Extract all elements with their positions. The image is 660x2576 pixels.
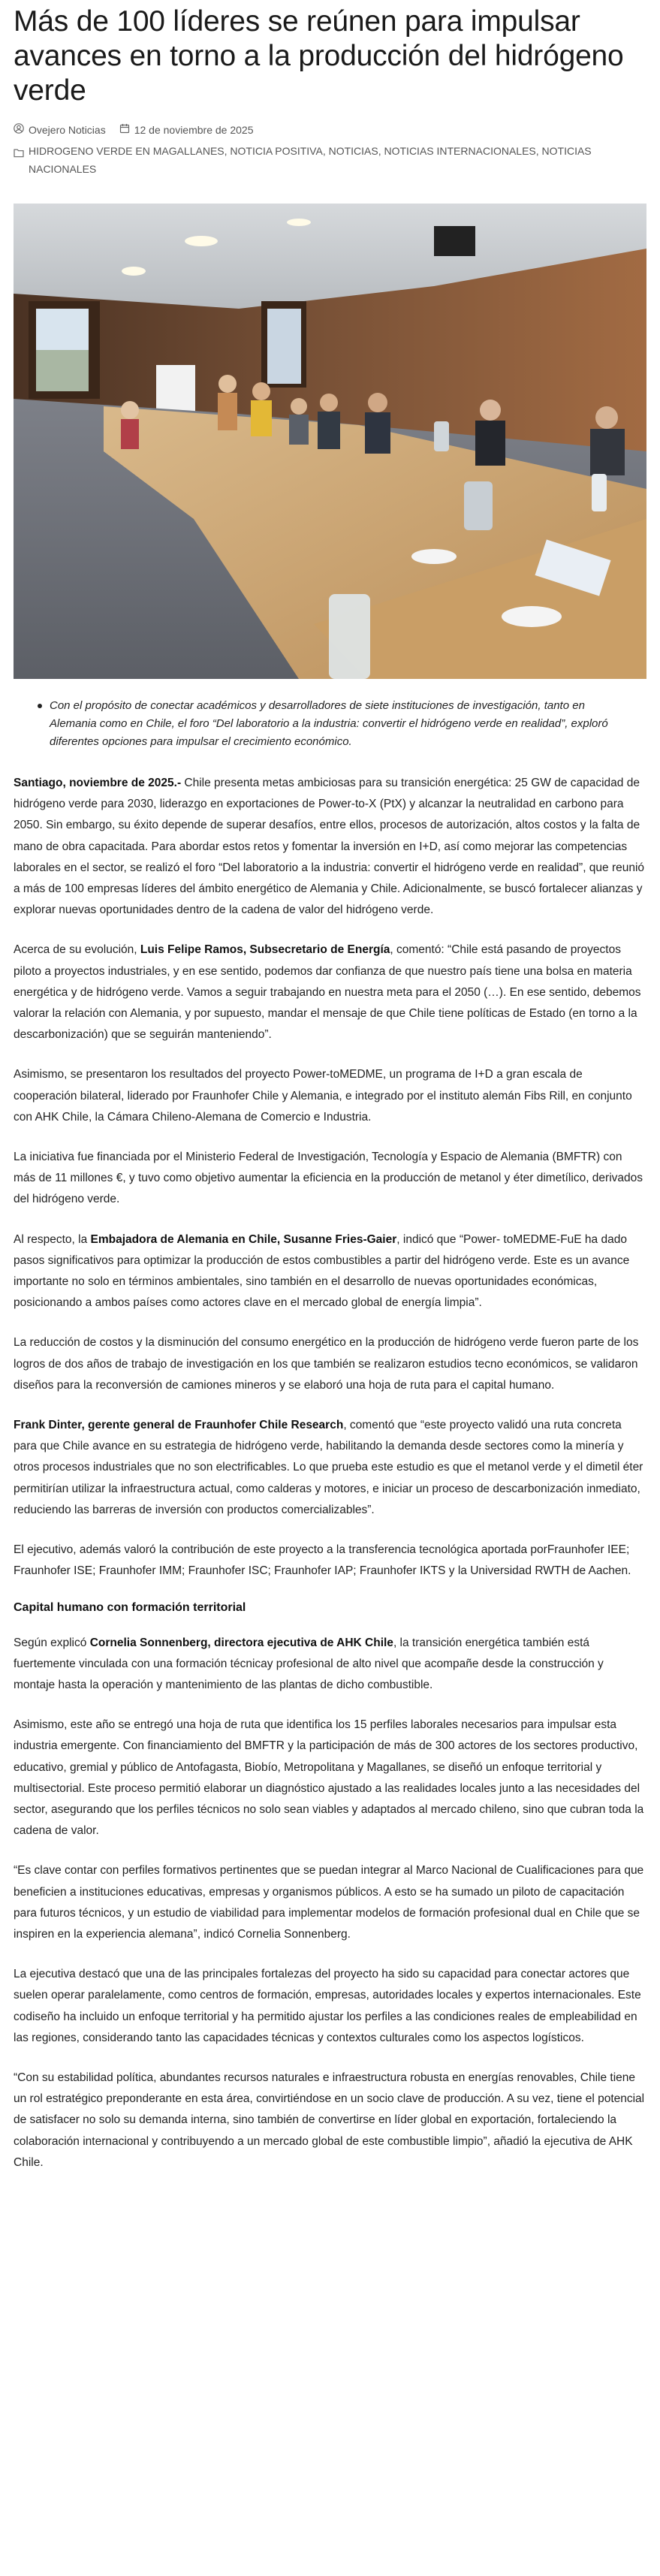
paragraph [14,773,646,921]
paragraph: Asimismo, este año se entregó una hoja de ruta que identifica los 15 perfiles laborales necesarios para impulsar esta industria emergente. Con financiamiento del BMFTR y la participación de más de 300 actores de los sectores productivo, educativo, gremial y público de Antofagasta, Biobío, Metropolitana y Magallanes, se diseñó un enfoque territorial y multisectorial. Este proceso permitió elaborar un diagnóstico ajustado a las realidades locales junto a las necesidades del sector, asegurando que los perfiles técnicos no solo sean viables y adaptados al mercado chileno, sino que cubran toda la cadena de valor. [14,1718,644,1838]
paragraph-text: Al respecto, la [14,1232,91,1246]
paragraph-text: Según explicó [14,1636,90,1649]
paragraph: “Es clave contar con perfiles formativos pertinentes que se puedan integrar al Marco Nacional de Cualificaciones para que beneficien a instituciones educativas, empresas y organismos públicos. A esto se ha sumado un piloto de capacitación para futuros técnicos, y un estudio de viabilidad para implementar modelos de formación profesional dual en Chile que se inspiren en la experiencia alemana”, indicó Cornelia Sonnenberg. [14,1864,644,1941]
paragraph: La iniciativa fue financiada por el Ministerio Federal de Investigación, Tecnología y Espacio de Alemania (BMFTR) con más de 11 millones €, y tuvo como objetivo aumentar la eficiencia en la producción de metanol y éter dimetílico, derivados del hidrógeno verde. [14,1151,643,1206]
paragraph: “Con su estabilidad política, abundantes recursos naturales e infraestructura robusta en energías renovables, Chile tiene un rol estratégico preponderante en esta área, convirtiéndose en un socio clave de producción. A su vez, tiene el potencial de satisfacer no solo su demanda interna, sino también de convertirse en líder global en exportación, fortaleciendo la colaboración internacional y contribuyendo a un mercado global de este combustible limpio”, añadió la ejecutiva de AHK Chile. [14,2071,645,2169]
paragraph [14,1229,646,1314]
dateline: Santiago, noviembre de 2025.- [14,777,182,789]
post-meta [14,123,646,136]
paragraph: La reducción de costos y la disminución del consumo energético en la producción de hidrógeno verde fueron parte de los logros de dos años de trabajo de investigación en los que también se realizaron estudios tecno económicos, se validaron diseños para la reconversión de camiones mineros y se elaboró una hoja de ruta para el capital humano. [14,1336,639,1392]
article-photo [14,204,646,679]
paragraph [14,940,646,1045]
paragraph: Asimismo, se presentaron los resultados del proyecto Power-toMEDME, un programa de I+D a gran escala de cooperación bilateral, liderado por Fraunhofer Chile y Alemania, e integrado por el instituto alemán Fibs Rill, en conjunto con AHK Chile, la Cámara Chileno-Alemana de Comercio e Industria. [14,1068,632,1124]
speaker-name: Cornelia Sonnenberg, directora ejecutiva de AHK Chile [89,1636,393,1649]
post-categories [14,142,646,178]
user-icon [14,123,24,136]
paragraph-text: Chile presenta metas ambiciosas para su transición energética: 25 GW de capacidad de hidrógeno verde para 2030, liderazgo en exportaciones de Power-to-X (PtX) y alcanzar la neutralidad en carbono para 2050. Sin embargo, su éxito depende de superar desafíos, entre ellos, procesos de autorización, altos costos y la falta de mano de obra capacitada. Para abordar estos retos y fomentar la inversión en I+D, así como mejorar las competencias laborales en el sector, se realizó el foro “Del laboratorio a la industria: convertir el hidrógeno verde en realidad”, que reunió a más de 100 empresas líderes del ámbito energético de Alemania y Chile. Adicionalmente, se buscó fortalecer alianzas y explorar nuevas oportunidades dentro de la cadena de valor del hidrógeno verde. [14,777,645,917]
speaker-name: Luis Felipe Ramos, Subsecretario de Energía [140,943,390,957]
paragraph [14,1633,646,1697]
photo-caption: Con el propósito de conectar académicos y desarrolladores de siete instituciones de investigación, tanto en Alemania como en Chile, el foro “Del laboratorio a la industria: convertir el hidrógeno verde en realidad”, exploró diferentes opciones para impulsar el crecimiento económico. [50,697,646,751]
speaker-name: Embajadora de Alemania en Chile, Susanne Fries-Gaier [90,1232,397,1246]
section-heading: Capital humano con formación territorial [14,1600,246,1614]
speaker-name: Frank Dinter, gerente general de Fraunhofer Chile Research [14,1419,344,1432]
article-body [14,773,646,2173]
category-links[interactable] [29,142,646,178]
post-date [119,123,254,136]
paragraph-text: Acerca de su evolución, [14,943,140,957]
paragraph-text: , comentó: “Chile está pasando de proyectos piloto a proyectos industriales, y en ese sentido, podemos dar confianza de que nuestro país tiene una bolsa en materia energética y de hidrógeno verde. Vamos a seguir trabajando en nuestra meta para el 2050 (…). En ese sentido, debemos valorar la relación con Alemania, y por supuesto, mandar el mensaje de que Chile tiene políticas de Estado (en torno a la descarbonización) que se seguirán manteniendo”. [14,943,641,1042]
post-author[interactable] [14,123,106,136]
category-link[interactable]: HIDROGENO VERDE EN MAGALLANES, NOTICIA POSITIVA, NOTICIAS, NOTICIAS INTERNACIONALES, NOTICIAS NACIONALES [29,145,592,175]
date-text: 12 de noviembre de 2025 [134,123,254,136]
paragraph [14,1415,646,1521]
paragraph-text: , indicó que “Power- toMEDME-FuE ha dado pasos significativos para optimizar la producción de estos combustibles a partir del hidrógeno verde. Este es un avance importante no solo en términos ambientales, sino también en el desarrollo de nuevas oportunidades económicas, posicionando a ambos países como actores clave en el mercado global de energía limpia”. [14,1232,630,1310]
folder-icon [14,145,24,178]
paragraph-text: , comentó que “este proyecto validó una ruta concreta para que Chile avance en su estrategia de hidrógeno verde, habilitando la demanda desde sectores como la minería y otros procesos industriales que no son electrificables. Lo que prueba este estudio es que el metanol verde y el dimetil éter permitirían utilizar la infraestructura actual, como calderas y motores, e iniciar un proceso de descarbonización inmediato, reduciendo las barreras de inversión con productos comercializables”. [14,1419,643,1516]
author-name[interactable]: Ovejero Noticias [29,123,106,136]
paragraph-text: , la transición energética también está fuertemente vinculada con una formación técnicay profesional de alto nivel que acompañe desde la construcción y montaje hasta la operación y mantenimiento de las plantas de dicho combustible. [14,1636,604,1691]
calendar-icon [119,123,130,136]
paragraph: La ejecutiva destacó que una de las principales fortalezas del proyecto ha sido su capacidad para conectar actores que suelen operar paralelamente, como centros de formación, empresas, autoridades locales y expertos internacionales. Este codiseño ha incluido un enfoque territorial y ha permitido ajustar los perfiles a las condiciones reales de empleabilidad en las regiones, considerando tanto las capacidades técnicas y contextos culturales como los aspectos logísticos. [14,1968,641,2044]
article-title: Más de 100 líderes se reúnen para impulsar avances en torno a la producción del hidrógeno verde [14,5,624,107]
paragraph: El ejecutivo, además valoró la contribución de este proyecto a la transferencia tecnológica aportada porFraunhofer IEE; Fraunhofer ISE; Fraunhofer IMM; Fraunhofer ISC; Fraunhofer IAP; Fraunhofer IKTS y la Universidad RWTH de Aachen. [14,1543,631,1578]
